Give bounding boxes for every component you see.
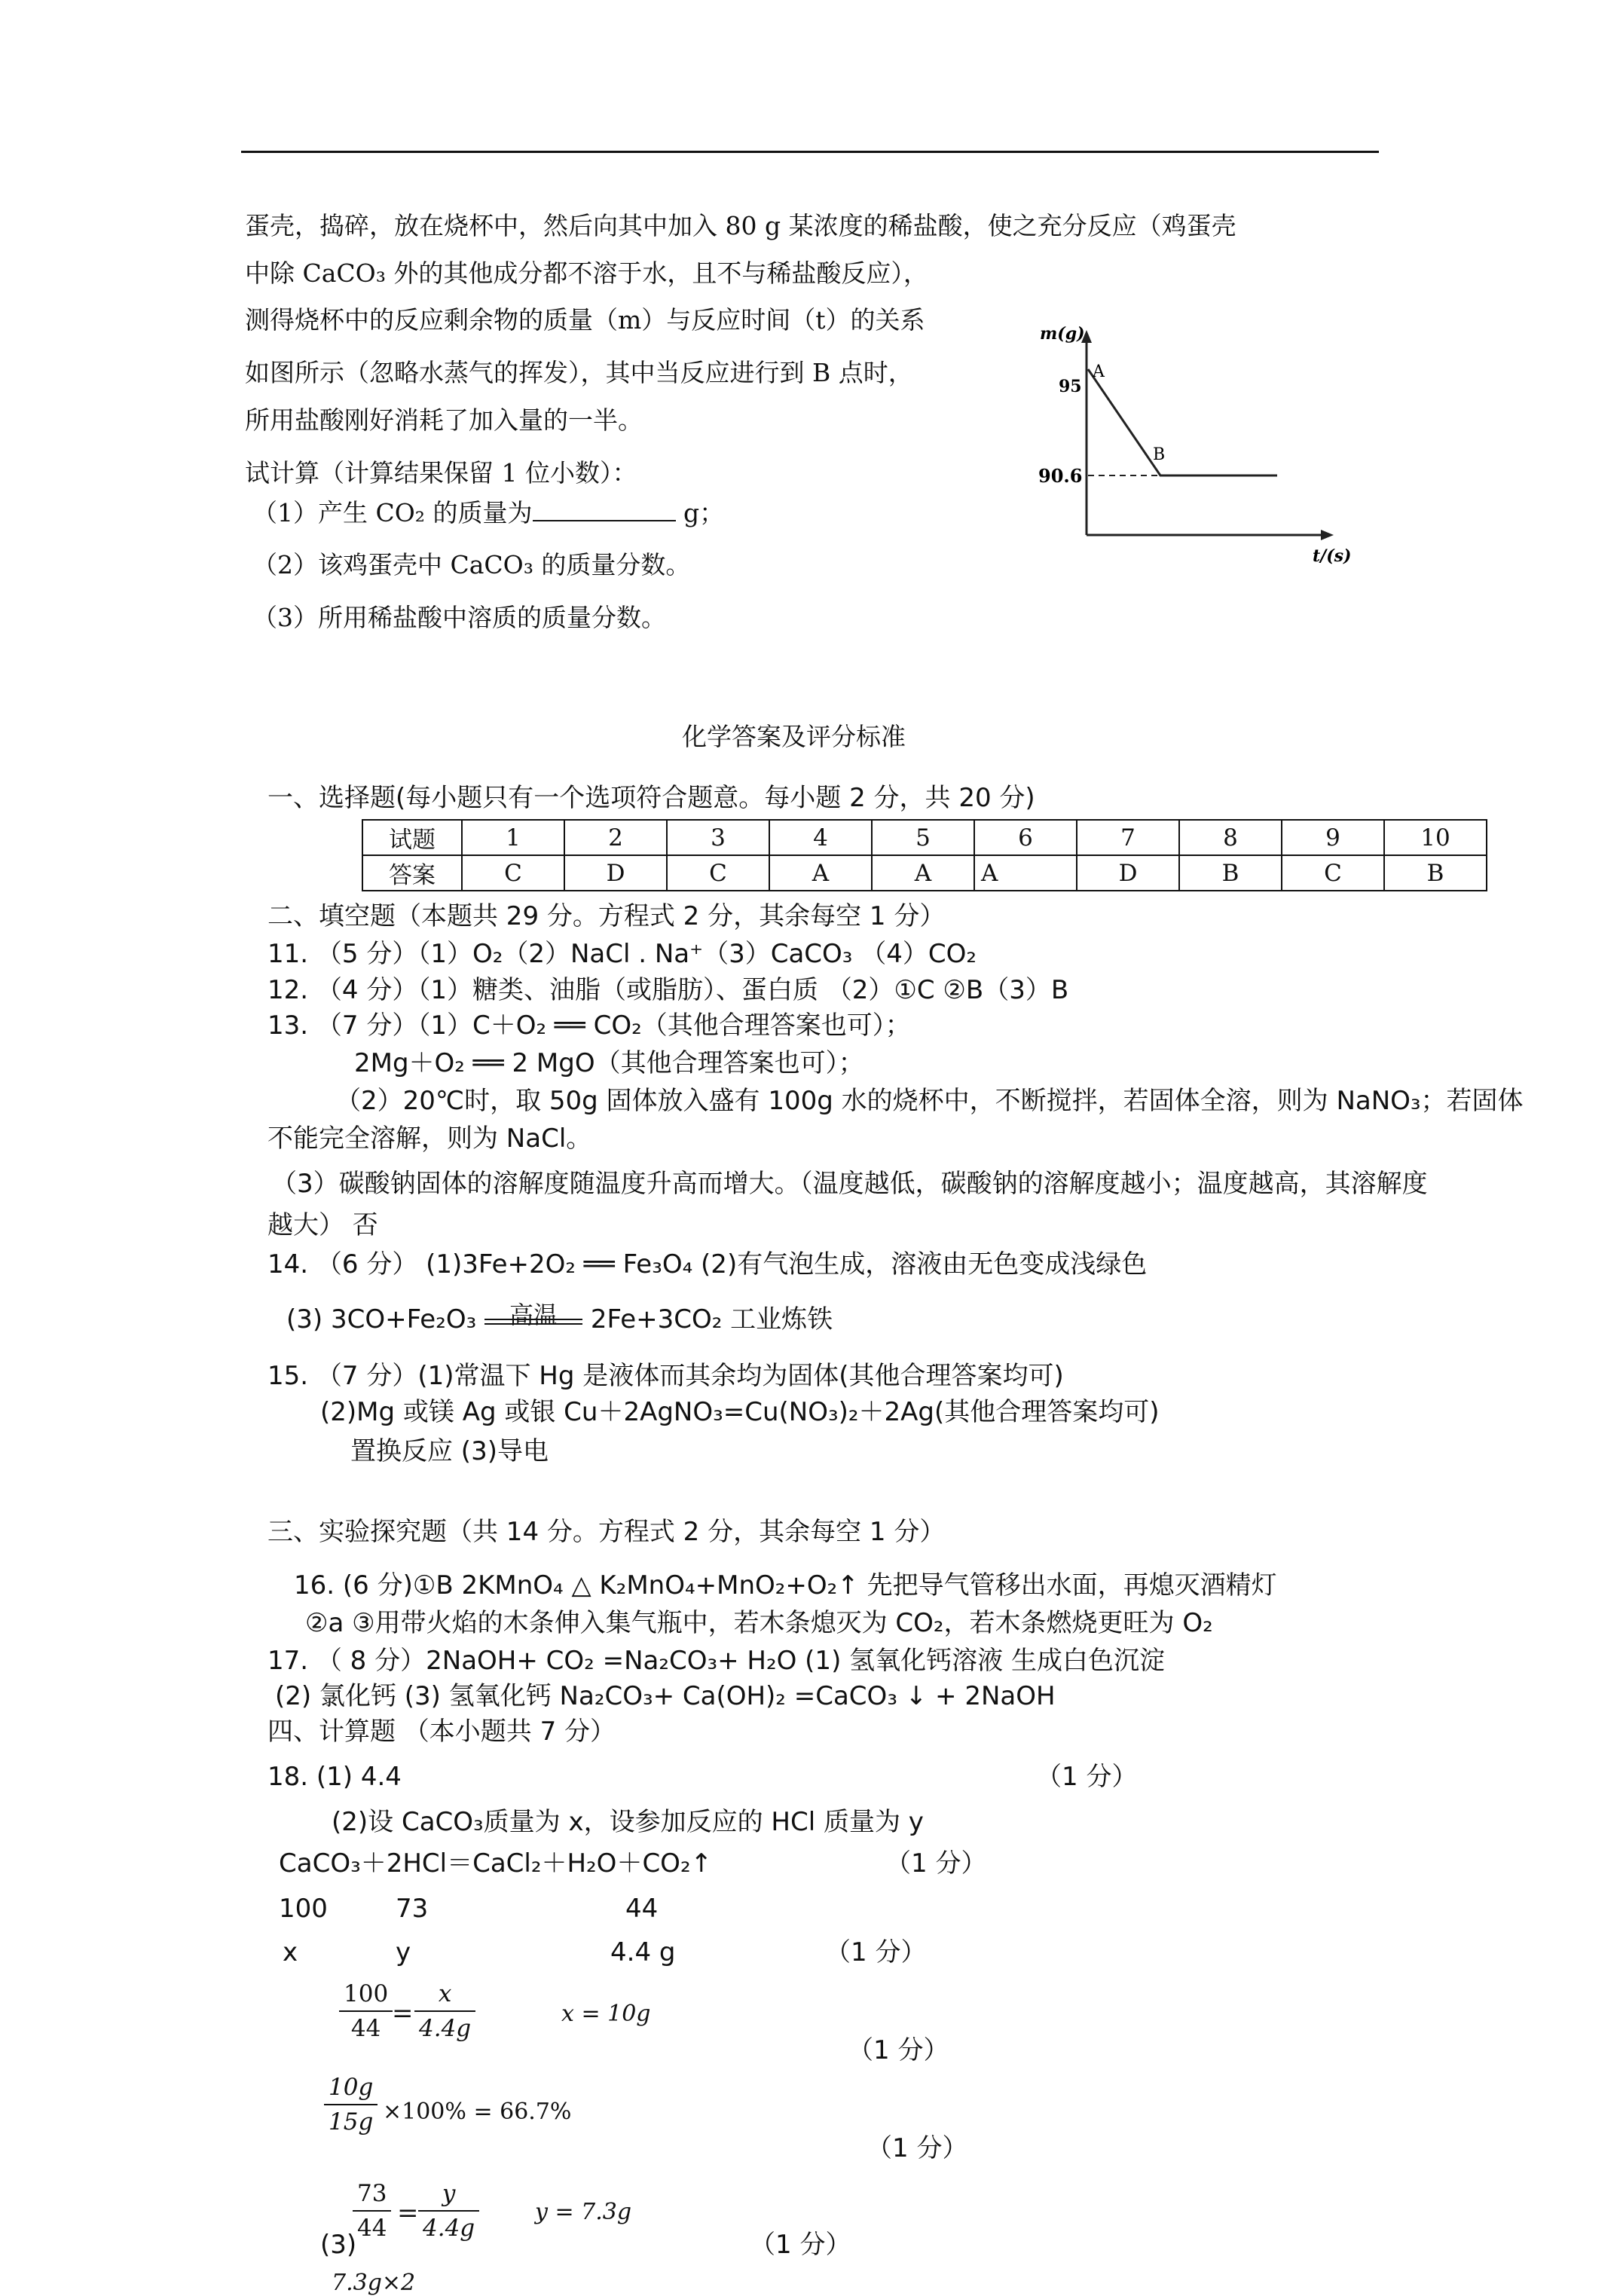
fraction-y-4-4g	[418, 2180, 479, 2242]
problem-line-3: 测得烧杯中的反应剩余物的质量（m）与反应时间（t）的关系	[245, 305, 925, 335]
numerator: 73	[357, 2180, 387, 2207]
fraction-bar	[418, 2210, 479, 2212]
answer-13-part-2: 2Mg＋O₂ ══ 2 MgO（其他合理答案也可）；	[354, 1048, 864, 1078]
section-4-heading: 四、计算题 （本小题共 7 分）	[267, 1717, 616, 1747]
question-1-prefix: （1）产生 CO₂ 的质量为	[252, 498, 533, 527]
numerator: 10g	[329, 2074, 374, 2101]
table-cell: 4	[769, 820, 872, 855]
score-3: （1 分）	[825, 1937, 927, 1967]
table-cell: 6	[974, 820, 1077, 855]
fraction-bar	[324, 2104, 377, 2105]
equation-right: 2Fe+3CO₂ 工业炼铁	[590, 1304, 833, 1334]
table-cell: 2	[564, 820, 667, 855]
table-cell: 3	[667, 820, 769, 855]
problem-line-5: 所用盐酸刚好消耗了加入量的一半。	[245, 405, 643, 435]
table-cell: C	[1282, 855, 1384, 891]
question-2: （2）该鸡蛋壳中 CaCO₃ 的质量分数。	[252, 550, 691, 579]
variable-y: y	[396, 1937, 411, 1967]
answer-18-part-2: (2)设 CaCO₃质量为 x，设参加反应的 HCl 质量为 y	[332, 1807, 924, 1837]
equals: =	[397, 2198, 419, 2228]
fraction-bar	[353, 2210, 391, 2212]
table-cell: 答案	[362, 855, 462, 891]
answer-14-part-2	[286, 1301, 833, 1335]
denominator: 44	[357, 2215, 387, 2242]
fraction-100-44	[339, 1980, 393, 2042]
fraction-73-44	[353, 2180, 391, 2242]
table-cell: B	[1179, 855, 1282, 891]
y-axis-label: m(g)	[1040, 324, 1085, 344]
table-cell: 1	[462, 820, 564, 855]
denominator: 44	[350, 2015, 381, 2042]
point-label-b: B	[1153, 445, 1166, 464]
header-rule	[241, 151, 1379, 153]
answers-title: 化学答案及评分标准	[682, 722, 906, 751]
problem-line-6: 试计算（计算结果保留 1 位小数）：	[245, 458, 637, 488]
bottom-partial-line: 7.3g×2	[332, 2270, 416, 2296]
answer-16-part-1: 16. (6 分)①B 2KMnO₄ △ K₂MnO₄+MnO₂+O₂↑ 先把导气管移出水面，再熄灭酒精灯	[294, 1570, 1277, 1600]
y-tick-90-6: 90.6	[1038, 465, 1083, 487]
table-cell: A	[769, 855, 872, 891]
y-tick-95: 95	[1059, 377, 1082, 396]
answer-13-part-3: （2）20℃时，取 50g 固体放入盛有 100g 水的烧杯中，不断搅拌，若固体全溶，则为 NaNO₃；若固体	[335, 1086, 1524, 1116]
answer-13-part-5: （3）碳酸钠固体的溶解度随温度升高而增大。（温度越低，碳酸钠的溶解度越小；温度越高，其溶解度	[271, 1169, 1428, 1199]
mass-time-chart	[1025, 309, 1401, 565]
problem-line-2: 中除 CaCO₃ 外的其他成分都不溶于水，且不与稀盐酸反应），	[245, 258, 928, 288]
table-cell: B	[1384, 855, 1487, 891]
table-cell: D	[1077, 855, 1179, 891]
table-cell: A	[974, 855, 1077, 891]
table-cell: 5	[872, 820, 974, 855]
table-cell: 9	[1282, 820, 1384, 855]
denominator: 15g	[329, 2108, 374, 2135]
question-1-unit: g；	[675, 498, 725, 527]
answer-12: 12. （4 分）（1）糖类、油脂（或脂肪）、蛋白质 （2）①C ②B（3）B	[267, 975, 1069, 1005]
table-cell: A	[872, 855, 974, 891]
question-1	[252, 497, 724, 528]
y-result: y = 7.3g	[535, 2199, 632, 2225]
answer-13-part-4: 不能完全溶解，则为 NaCl。	[267, 1124, 592, 1154]
answer-17-part-2: (2) 氯化钙 (3) 氢氧化钙 Na₂CO₃+ Ca(OH)₂ =CaCO₃ ↓ + 2NaOH	[275, 1681, 1056, 1711]
equals: =	[392, 1998, 414, 2028]
answer-16-part-2: ②a ③用带火焰的木条伸入集气瓶中，若木条熄灭为 CO₂，若木条燃烧更旺为 O₂	[305, 1608, 1213, 1638]
table-cell: 10	[1384, 820, 1487, 855]
answer-13-part-1: 13. （7 分）（1）C＋O₂ ══ CO₂（其他合理答案也可）；	[267, 1010, 911, 1041]
table-cell: C	[667, 855, 769, 891]
equation-left: (3) 3CO+Fe₂O₃	[286, 1304, 477, 1334]
table-cell: 7	[1077, 820, 1179, 855]
answer-13-part-6: 越大） 否	[267, 1210, 378, 1240]
problem-line-4: 如图所示（忽略水蒸气的挥发），其中当反应进行到 B 点时，	[245, 358, 913, 387]
axes	[1081, 330, 1334, 540]
fraction-bar	[339, 2010, 393, 2012]
table-row	[362, 820, 1487, 855]
score-5: （1 分）	[867, 2133, 968, 2163]
section-3-heading: 三、实验探究题（共 14 分。方程式 2 分，其余每空 1 分）	[267, 1517, 946, 1547]
molar-mass-co2: 44	[625, 1894, 659, 1924]
score-2: （1 分）	[885, 1848, 987, 1879]
answer-18-part-1: 18. (1) 4.4	[267, 1762, 402, 1792]
molar-mass-hcl: 73	[396, 1894, 429, 1924]
score-4: （1 分）	[848, 2035, 949, 2065]
table-cell: D	[564, 855, 667, 891]
x-axis-label: t/(s)	[1313, 546, 1352, 565]
table-cell: 试题	[362, 820, 462, 855]
score-1: （1 分）	[1036, 1762, 1138, 1792]
numerator: x	[438, 1980, 452, 2007]
answer-17-part-1: 17. （ 8 分）2NaOH+ CO₂ =Na₂CO₃+ H₂O (1) 氢氧化钙溶液 生成白色沉淀	[267, 1646, 1165, 1676]
score-6: （1 分）	[750, 2230, 851, 2260]
fraction-10g-15g	[324, 2074, 377, 2135]
percentage-result: ×100% = 66.7%	[383, 2099, 572, 2125]
part-3-label: (3)	[320, 2230, 357, 2260]
answer-15-part-2: (2)Mg 或镁 Ag 或银 Cu＋2AgNO₃=Cu(NO₃)₂＋2Ag(其他合理答案均可)	[320, 1397, 1160, 1427]
variable-x: x	[283, 1937, 298, 1967]
section-2-heading: 二、填空题（本题共 29 分。方程式 2 分，其余每空 1 分）	[267, 901, 946, 931]
numerator: y	[442, 2180, 456, 2207]
question-3: （3）所用稀盐酸中溶质的质量分数。	[252, 603, 666, 632]
fraction-bar	[414, 2010, 475, 2012]
answer-15-part-3: 置换反应 (3)导电	[350, 1436, 549, 1466]
molar-mass-caco3: 100	[279, 1894, 328, 1924]
denominator: 4.4g	[423, 2215, 475, 2242]
table-cell: C	[462, 855, 564, 891]
co2-mass: 4.4 g	[610, 1937, 676, 1967]
answer-15-part-1: 15. （7 分）(1)常温下 Hg 是液体而其余均为固体(其他合理答案均可)	[267, 1361, 1064, 1391]
denominator: 4.4g	[419, 2015, 472, 2042]
answer-11: 11. （5 分）（1）O₂（2）NaCl . Na⁺（3）CaCO₃ （4）CO₂	[267, 939, 977, 969]
condition-label: 高温	[509, 1301, 558, 1329]
answer-table	[362, 819, 1487, 891]
answer-blank	[533, 497, 676, 521]
point-label-a: A	[1093, 362, 1105, 381]
series-line	[1088, 369, 1277, 475]
problem-line-1: 蛋壳，捣碎，放在烧杯中，然后向其中加入 80 g 某浓度的稀盐酸，使之充分反应（鸡蛋壳	[245, 211, 1236, 240]
answer-14-part-1: 14. （6 分） (1)3Fe+2O₂ ══ Fe₃O₄ (2)有气泡生成，溶液由无色变成浅绿色	[267, 1249, 1148, 1279]
x-result: x = 10g	[561, 2001, 651, 2027]
table-row	[362, 855, 1487, 891]
fraction-x-4-4g	[414, 1980, 475, 2042]
numerator: 100	[344, 1980, 389, 2007]
table-cell: 8	[1179, 820, 1282, 855]
answer-18-equation: CaCO₃＋2HCl＝CaCl₂＋H₂O＋CO₂↑	[279, 1848, 713, 1879]
section-1-heading: 一、选择题(每小题只有一个选项符合题意。每小题 2 分，共 20 分)	[267, 783, 1035, 813]
